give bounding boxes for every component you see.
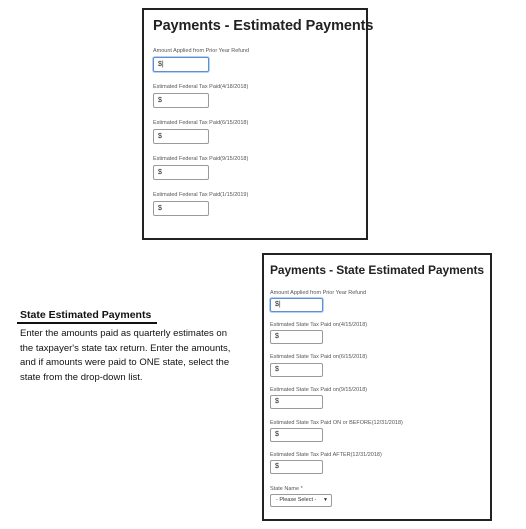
federal-paid-q3-label: Estimated Federal Tax Paid(9/15/2018)	[153, 156, 249, 162]
state-paid-after-input[interactable]: $	[270, 460, 323, 474]
state-paid-q3-input[interactable]: $	[270, 395, 323, 409]
state-paid-q2-input[interactable]: $	[270, 363, 323, 377]
state-paid-q2-label: Estimated State Tax Paid on(6/15/2018)	[270, 354, 368, 360]
state-estimated-payments-panel	[262, 253, 492, 521]
state-paid-before-input[interactable]: $	[270, 428, 323, 442]
state-select-value: - Please Select -	[276, 497, 317, 503]
state-name-select[interactable]	[270, 494, 332, 507]
state-panel-title: Payments - State Estimated Payments	[270, 263, 484, 277]
federal-paid-q2-label: Estimated Federal Tax Paid(6/15/2018)	[153, 120, 249, 126]
prior-year-refund-input[interactable]: $|	[153, 57, 209, 72]
state-name-label: State Name *	[270, 486, 303, 492]
help-body-text: Enter the amounts paid as quarterly estimates on the taxpayer's state tax return. Enter the amounts, and if amounts were paid to ONE state, select the state from the drop-down list.	[20, 328, 231, 383]
federal-paid-q4-label: Estimated Federal Tax Paid(1/15/2019)	[153, 192, 249, 198]
federal-paid-q1-input[interactable]: $	[153, 93, 209, 108]
state-prior-year-refund-input[interactable]: $|	[270, 298, 323, 312]
federal-paid-q1-label: Estimated Federal Tax Paid(4/18/2018)	[153, 84, 249, 90]
help-heading: State Estimated Payments	[20, 309, 152, 321]
federal-paid-q3-input[interactable]: $	[153, 165, 209, 180]
federal-paid-q4-input[interactable]: $	[153, 201, 209, 216]
state-paid-q1-label: Estimated State Tax Paid on(4/15/2018)	[270, 322, 368, 328]
state-paid-q3-label: Estimated State Tax Paid on(9/15/2018)	[270, 387, 368, 393]
state-prior-year-refund-label: Amount Applied from Prior Year Refund	[270, 290, 367, 296]
federal-estimated-payments-panel	[142, 8, 374, 240]
federal-paid-q2-input[interactable]: $	[153, 129, 209, 144]
help-heading-underline	[17, 322, 157, 324]
state-paid-q1-input[interactable]: $	[270, 330, 323, 344]
prior-year-refund-label: Amount Applied from Prior Year Refund	[153, 48, 250, 54]
chevron-down-icon: ▼	[323, 497, 328, 503]
state-paid-after-label: Estimated State Tax Paid AFTER(12/31/2018)	[270, 452, 382, 458]
federal-panel-title: Payments - Estimated Payments	[153, 18, 374, 34]
state-paid-before-label: Estimated State Tax Paid ON or BEFORE(12/31/2018)	[270, 420, 403, 426]
